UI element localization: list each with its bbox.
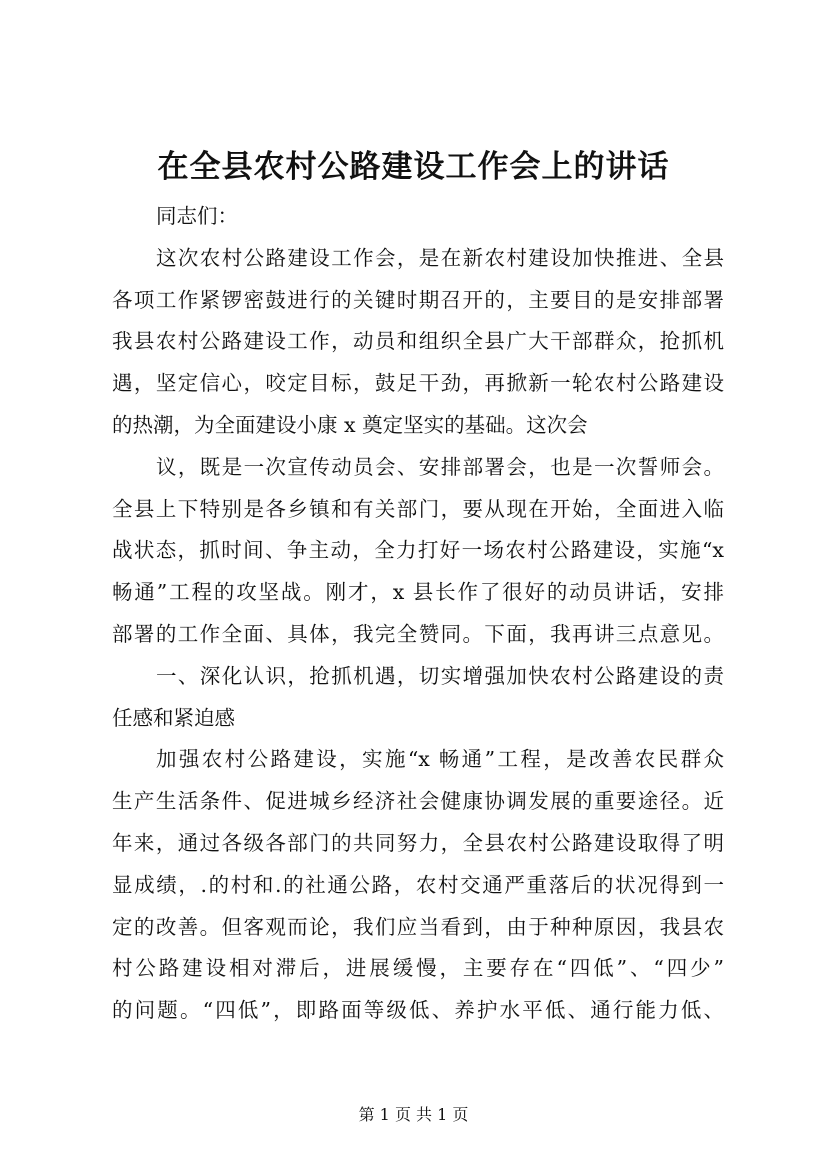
text-line: 年来，通过各级各部门的共同努力，全县农村公路建设取得了明	[112, 830, 724, 855]
document-title: 在全县农村公路建设工作会上的讲话	[157, 149, 670, 185]
text-line: 这次农村公路建设工作会，是在新农村建设加快推进、全县	[156, 245, 724, 270]
text-line: 各项工作紧锣密鼓进行的关键时期召开的，主要目的是安排部署	[112, 287, 724, 312]
text-line: 显成绩，.的村和.的社通公路，农村交通严重落后的状况得到一	[112, 872, 724, 897]
text-line: 任感和紧迫感	[112, 705, 235, 730]
text-line: 畅通”工程的攻坚战。刚才，x 县长作了很好的动员讲话，安排	[112, 580, 724, 605]
text-line: 部署的工作全面、具体，我完全赞同。下面，我再讲三点意见。	[112, 621, 724, 646]
text-line: 全县上下特别是各乡镇和有关部门，要从现在开始，全面进入临	[112, 496, 724, 521]
text-line: 的问题。“四低”，即路面等级低、养护水平低、通行能力低、	[112, 998, 724, 1023]
text-line: 一、深化认识，抢抓机遇，切实增强加快农村公路建设的责	[156, 663, 724, 688]
text-line: 定的改善。但客观而论，我们应当看到，由于种种原因，我县农	[112, 914, 724, 939]
text-line: 村公路建设相对滞后，进展缓慢，主要存在“四低”、“四少”	[112, 956, 724, 981]
text-line: 加强农村公路建设，实施“x 畅通”工程，是改善农民群众	[156, 747, 724, 772]
text-line: 的热潮，为全面建设小康 x 奠定坚实的基础。这次会	[112, 412, 588, 437]
text-line: 遇，坚定信心，咬定目标，鼓足干劲，再掀新一轮农村公路建设	[112, 371, 724, 396]
text-line: 同志们：	[156, 204, 238, 228]
text-line: 战状态，抓时间、争主动，全力打好一场农村公路建设，实施“x	[112, 538, 724, 563]
page-footer: 第 1 页 共 1 页	[358, 1105, 469, 1124]
document-body	[112, 196, 724, 1032]
text-line: 我县农村公路建设工作，动员和组织全县广大干部群众，抢抓机	[112, 329, 724, 354]
text-line: 生产生活条件、促进城乡经济社会健康协调发展的重要途径。近	[112, 789, 724, 814]
text-line: 议，既是一次宣传动员会、安排部署会，也是一次誓师会。	[156, 454, 724, 479]
